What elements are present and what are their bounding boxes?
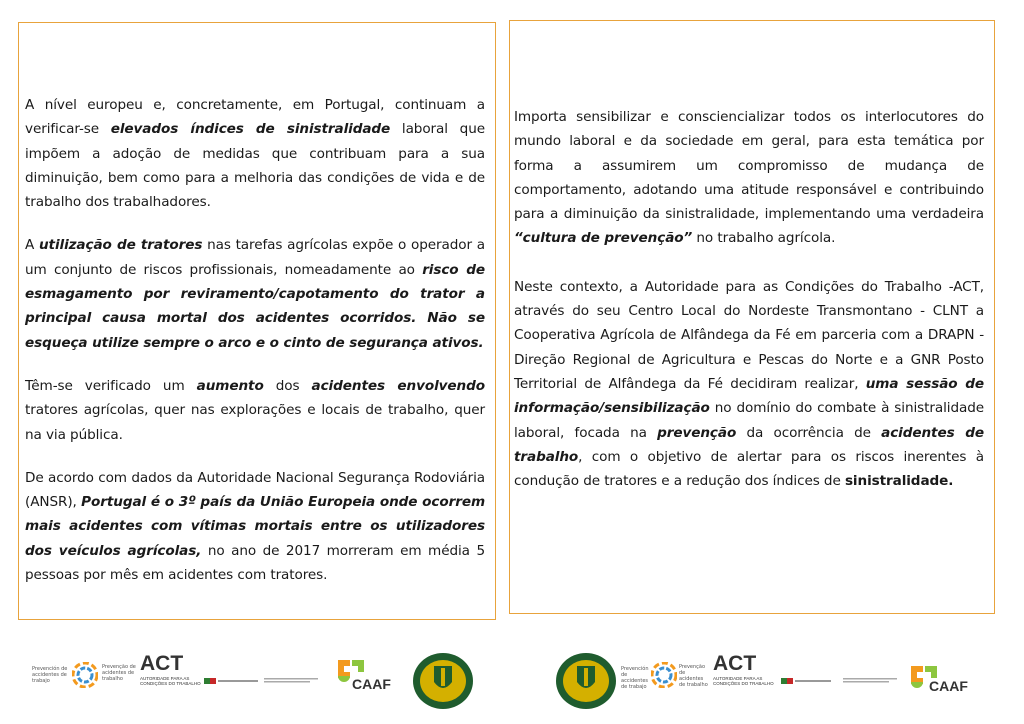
text-run: Importa sensibilizar e consciencializar todos os interlocutores do mundo laboral e da sociedade em geral, para esta temática por forma a assumirem um compromisso de mudança de comportamento, adotando uma atitude responsável e contribuindo para a diminuição da sinistralidade, implementando uma verdadeira (514, 109, 984, 223)
agency-fineprint-logo (264, 670, 318, 678)
prevencao-label: Prevenção de acidentes de trabalho (679, 664, 708, 688)
gnr-crest-icon (555, 652, 617, 710)
prevencion-logo (32, 666, 70, 684)
emphasis-text: acidentes envolvendo (311, 377, 486, 394)
text-run: nas tarefas agrícolas expõe o operador a um conjunto de riscos profissionais, nomeadamente ao (25, 237, 485, 278)
text-run: , com o objetivo de alertar para os riscos inerentes à condução de tratores e a redução dos índices de (514, 448, 984, 490)
emphasis-text: prevenção (657, 424, 737, 441)
prevencion-logo (621, 666, 651, 690)
right-text-panel (509, 20, 995, 614)
act-logo (140, 652, 202, 686)
caaf-wordmark: CAAF (352, 676, 391, 692)
prevencion-label: Prevención de accidentes de trabajo (32, 666, 68, 684)
caaf-logo (907, 662, 967, 702)
emphasis-text: utilização de tratores (38, 237, 203, 254)
text-run: dos (263, 377, 312, 394)
text-run: A nível europeu e, concretamente, em Portugal, continuam a verificar-se (25, 97, 485, 138)
left-text-panel (18, 22, 496, 620)
emphasis-text: risco de esmagamento por reviramento/capotamento do trator a principal causa mortal dos acidentes ocorridos. Não se esqueça utilize sempre o arco e o cinto de segurança ativos. (25, 261, 485, 351)
text-run: De acordo com dados da Autoridade Nacional Segurança Rodoviária (ANSR), (25, 469, 485, 511)
act-wordmark: ACT (140, 652, 184, 675)
act-wordmark: ACT (713, 652, 757, 675)
emphasis-text: elevados índices de sinistralidade (110, 121, 391, 138)
text-run: no domínio do combate à sinistralidade laboral, focada na (514, 400, 984, 441)
act-subtitle: AUTORIDADE PARA AS CONDIÇÕES DO TRABALHO (713, 676, 774, 686)
republica-portuguesa-logo (781, 670, 833, 678)
text-run: tratores agrícolas, quer nas explorações e locais de trabalho, quer na via pública. (25, 402, 485, 443)
paragraph-sinistralidade (25, 93, 485, 214)
paragraph-sensibilizar (514, 105, 984, 251)
caaf-wordmark: CAAF (929, 678, 968, 694)
paragraph-ansr (25, 466, 485, 587)
paragraph-tratores (25, 233, 485, 354)
act-logo (713, 652, 775, 686)
text-run: Têm-se verificado um (25, 377, 197, 394)
text-run: laboral que impõem a adoção de medidas que contribuam para a sua diminuição, bem como para a melhoria das condições de vida e de trabalho dos trabalhadores. (25, 121, 485, 211)
partner-logos-right (555, 652, 995, 712)
text-run: da ocorrência de (736, 424, 882, 441)
prevencao-label: Prevenção de acidentes de trabalho (102, 664, 136, 682)
emphasis-text: uma sessão de informação/sensibilização (514, 375, 984, 417)
prevencion-label: Prevención de accidentes de trabajo (621, 666, 649, 690)
emphasis-text: Portugal é o 3º país da União Europeia onde ocorrem mais acidentes com vítimas mortais entre os utilizadores dos veículos agrícolas, (25, 494, 486, 559)
prevention-wheel-icon (72, 662, 98, 688)
text-run: Neste contexto, a Autoridade para as Condições do Trabalho -ACT, através do seu Centro Local do Nordeste Transmontano - CLNT a Cooperativa Agrícola de Alfândega da Fé em parceria com a DRAPN - Direção Regional de Agricultura e Pescas do Norte e a GNR Posto Territorial de Alfândega da Fé decidiram realizar, (514, 278, 984, 392)
agency-fineprint-logo (843, 670, 897, 678)
emphasis-text: aumento (196, 377, 264, 394)
act-subtitle: AUTORIDADE PARA AS CONDIÇÕES DO TRABALHO (140, 676, 201, 686)
partner-logos-left (32, 652, 482, 712)
emphasis-text: acidentes de trabalho (514, 424, 984, 465)
text-run: A (25, 237, 39, 254)
prevencao-logo (679, 664, 711, 688)
prevention-wheel-icon (651, 662, 677, 688)
paragraph-aumento (25, 374, 485, 447)
caaf-logo (334, 656, 391, 696)
emphasis-text: “cultura de prevenção” (514, 230, 693, 247)
gnr-crest-icon (412, 652, 474, 710)
emphasis-text: sinistralidade. (844, 473, 954, 490)
paragraph-contexto (514, 275, 984, 494)
republica-portuguesa-logo (204, 670, 260, 678)
text-run: no trabalho agrícola. (692, 230, 836, 247)
text-run: no ano de 2017 morreram em média 5 pessoas por mês em acidentes com tratores. (25, 542, 485, 584)
prevencao-logo (102, 664, 140, 682)
